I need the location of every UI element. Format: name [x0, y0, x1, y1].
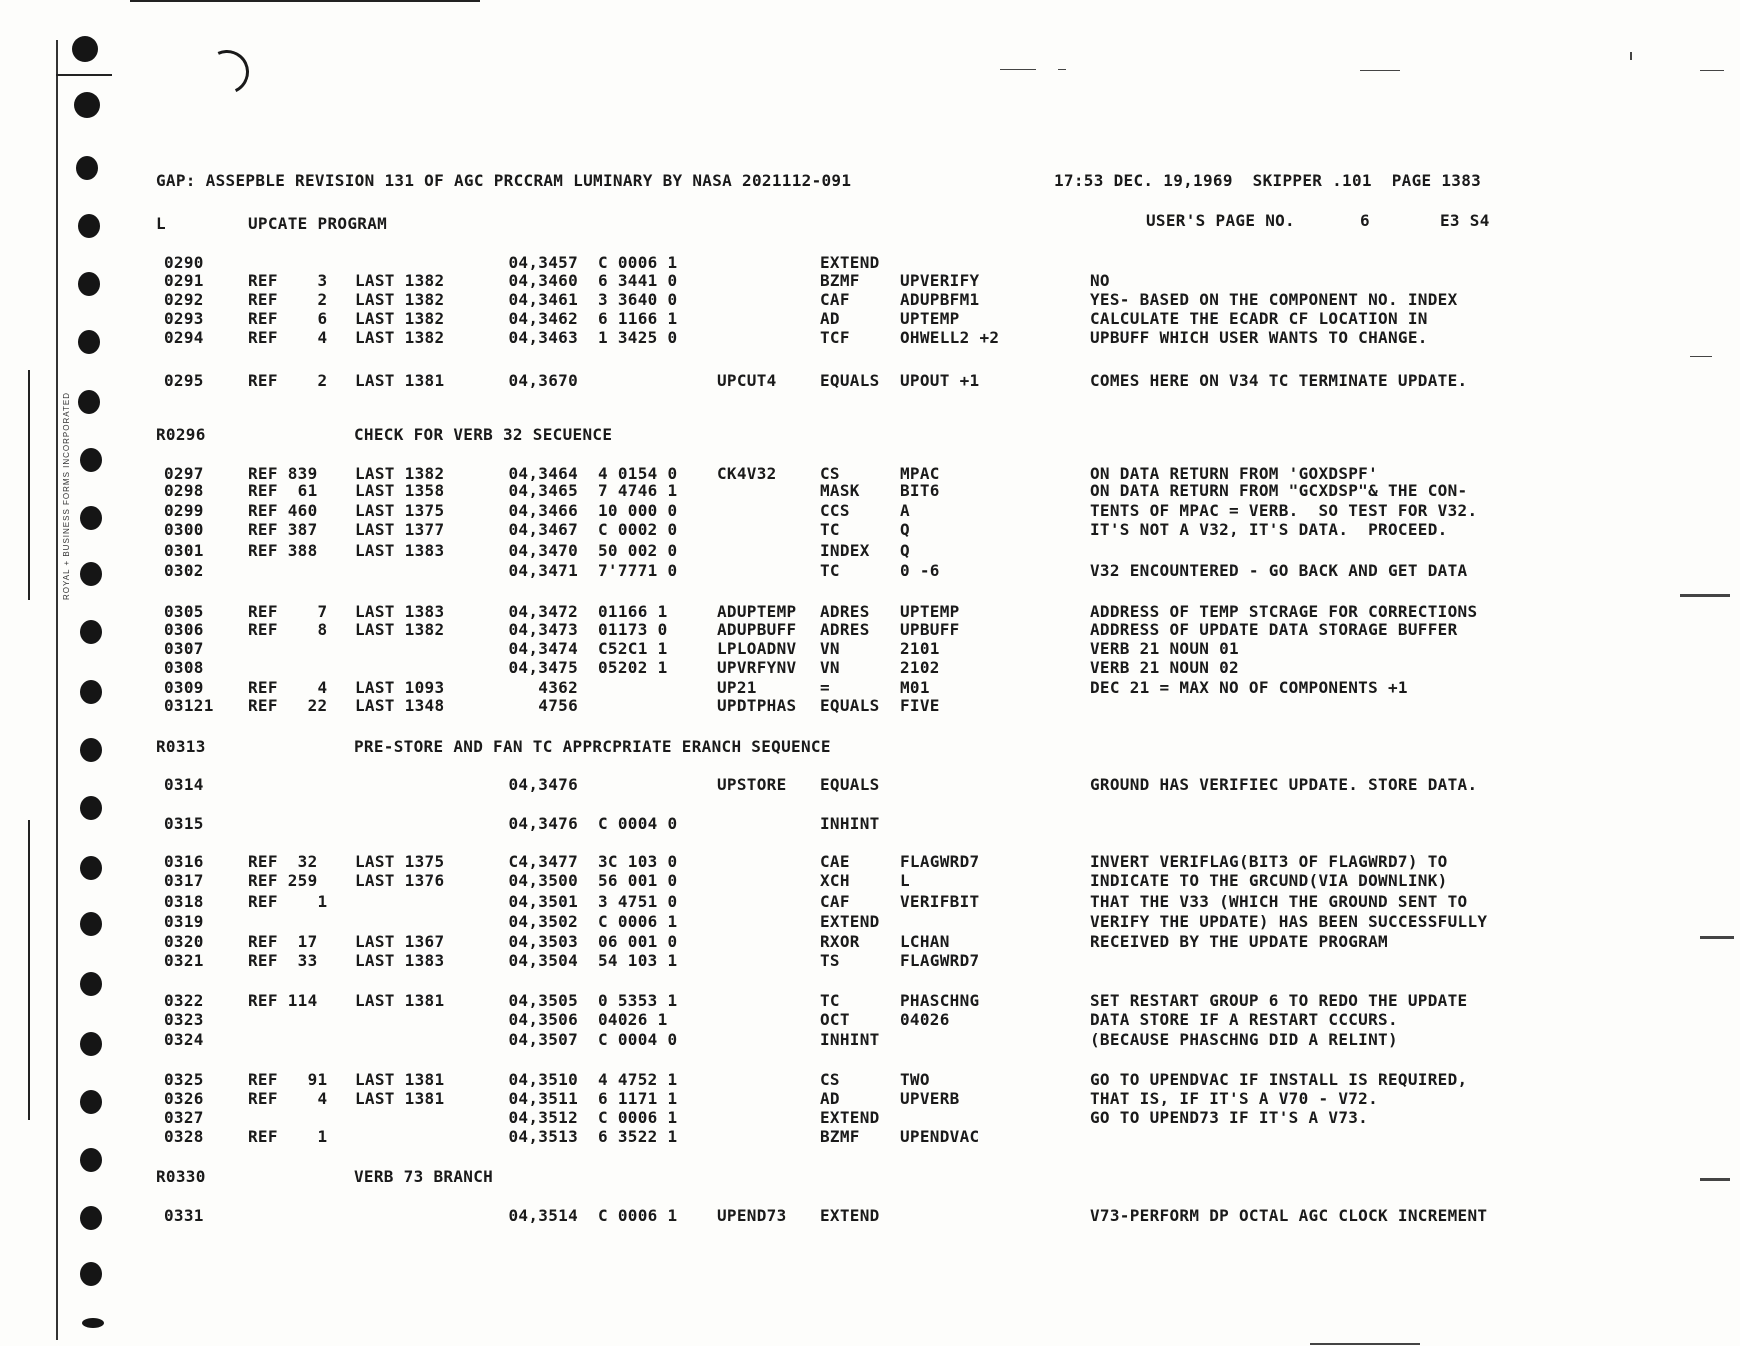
top-left-rule: [130, 0, 480, 2]
last-ref: LAST 1367: [355, 932, 445, 951]
address: 04,3506: [508, 1010, 578, 1029]
line-number: 0307: [164, 639, 204, 658]
section-heading: PRE-STORE AND FAN TC APPRCPRIATE ERANCH SEQUENCE: [354, 737, 831, 756]
opcode: TCF: [820, 328, 850, 347]
opcode: VN: [820, 639, 840, 658]
opcode: INDEX: [820, 541, 870, 560]
operand: UPVERIFY: [900, 271, 980, 290]
opcode: CS: [820, 1070, 840, 1089]
last-ref: LAST 1383: [355, 541, 445, 560]
opcode: TC: [820, 520, 840, 539]
opcode: TC: [820, 991, 840, 1010]
line-number: 0325: [164, 1070, 204, 1089]
address: 04,3512: [508, 1108, 578, 1127]
operand: M01: [900, 678, 930, 697]
last-ref: LAST 1375: [355, 852, 445, 871]
line-number: 0323: [164, 1010, 204, 1029]
last-ref: LAST 1382: [355, 620, 445, 639]
line-number: 0328: [164, 1127, 204, 1146]
octal-value: 4 4752 1: [598, 1070, 678, 1089]
line-number: 0321: [164, 951, 204, 970]
last-ref: LAST 1381: [355, 991, 445, 1010]
comment: THAT THE V33 (WHICH THE GROUND SENT TO: [1090, 892, 1468, 911]
form-vendor-text: ROYAL + BUSINESS FORMS INCORPORATED: [62, 392, 71, 600]
line-number: 0318: [164, 892, 204, 911]
line-number: 0293: [164, 309, 204, 328]
ref-count: REF 388: [248, 541, 318, 560]
symbol-label: UPCUT4: [717, 371, 777, 390]
last-ref: LAST 1376: [355, 871, 445, 890]
punch-hole: [78, 214, 100, 238]
comment: V32 ENCOUNTERED - GO BACK AND GET DATA: [1090, 561, 1468, 580]
comment: THAT IS, IF IT'S A V70 - V72.: [1090, 1089, 1379, 1108]
opcode: CS: [820, 464, 840, 483]
line-number: 0320: [164, 932, 204, 951]
punch-hole: [80, 620, 102, 644]
ref-count: REF 4: [248, 1089, 328, 1108]
last-ref: LAST 1358: [355, 481, 445, 500]
comment: INDICATE TO THE GRCUND(VIA DOWNLINK): [1090, 871, 1448, 890]
address: 04,3473: [508, 620, 578, 639]
last-ref: LAST 1375: [355, 501, 445, 520]
section-line-number: R0296: [156, 425, 206, 444]
comment: NO: [1090, 271, 1110, 290]
operand: UPVERB: [900, 1089, 960, 1108]
operand: FLAGWRD7: [900, 852, 980, 871]
page-header-right: 17:53 DEC. 19,1969 SKIPPER .101 PAGE 1383: [1054, 171, 1482, 190]
comment: TENTS OF MPAC = VERB. SO TEST FOR V32.: [1090, 501, 1478, 520]
octal-value: 7'7771 0: [598, 561, 678, 580]
opcode: BZMF: [820, 1127, 860, 1146]
octal-value: 05202 1: [598, 658, 668, 677]
ref-count: REF 4: [248, 328, 328, 347]
ref-count: REF 32: [248, 852, 318, 871]
symbol-label: LPLOADNV: [717, 639, 797, 658]
log-code: L: [156, 214, 166, 233]
comment: COMES HERE ON V34 TC TERMINATE UPDATE.: [1090, 371, 1468, 390]
opcode: INHINT: [820, 814, 880, 833]
opcode: TS: [820, 951, 840, 970]
punch-hole: [80, 1090, 102, 1114]
comment: ADDRESS OF TEMP STCRAGE FOR CORRECTIONS: [1090, 602, 1478, 621]
octal-value: 10 000 0: [598, 501, 678, 520]
opcode: ADRES: [820, 620, 870, 639]
line-number: 0309: [164, 678, 204, 697]
opcode: MASK: [820, 481, 860, 500]
line-number: 0317: [164, 871, 204, 890]
address: 04,3501: [508, 892, 578, 911]
comment: IT'S NOT A V32, IT'S DATA. PROCEED.: [1090, 520, 1448, 539]
last-ref: LAST 1377: [355, 520, 445, 539]
operand: 0 -6: [900, 561, 940, 580]
symbol-label: UPDTPHAS: [717, 696, 797, 715]
opcode: AD: [820, 1089, 840, 1108]
stray-mark: [1690, 356, 1712, 357]
comment: GROUND HAS VERIFIEC UPDATE. STORE DATA.: [1090, 775, 1478, 794]
stray-mark: [1630, 52, 1632, 60]
address: 04,3474: [508, 639, 578, 658]
stray-mark: [1310, 1343, 1420, 1345]
section-heading: VERB 73 BRANCH: [354, 1167, 494, 1186]
octal-value: 56 001 0: [598, 871, 678, 890]
stray-mark: [1058, 69, 1066, 70]
operand: TWO: [900, 1070, 930, 1089]
octal-value: 50 002 0: [598, 541, 678, 560]
octal-value: C 0006 1: [598, 912, 678, 931]
line-number: 0324: [164, 1030, 204, 1049]
last-ref: LAST 1382: [355, 309, 445, 328]
line-number: 0305: [164, 602, 204, 621]
ref-count: REF 22: [248, 696, 328, 715]
address: 04,3460: [508, 271, 578, 290]
last-ref: LAST 1383: [355, 951, 445, 970]
line-number: 0314: [164, 775, 204, 794]
user-page-number: 6: [1360, 211, 1370, 230]
comment: GO TO UPENDVAC IF INSTALL IS REQUIRED,: [1090, 1070, 1468, 1089]
address: 04,3467: [508, 520, 578, 539]
comment: INVERT VERIFLAG(BIT3 OF FLAGWRD7) TO: [1090, 852, 1448, 871]
punch-hole: [80, 562, 102, 586]
operand: PHASCHNG: [900, 991, 980, 1010]
line-number: 0295: [164, 371, 204, 390]
address: 04,3513: [508, 1127, 578, 1146]
operand: OHWELL2 +2: [900, 328, 1000, 347]
address: 04,3471: [508, 561, 578, 580]
ring-mark: [199, 44, 255, 100]
binder-margin-line: [56, 40, 58, 1340]
stray-mark: [1700, 1178, 1730, 1181]
comment: DATA STORE IF A RESTART CCCURS.: [1090, 1010, 1398, 1029]
operand: LCHAN: [900, 932, 950, 951]
ref-count: REF 4: [248, 678, 328, 697]
last-ref: LAST 1382: [355, 328, 445, 347]
punch-hole: [78, 390, 100, 414]
punch-hole: [78, 272, 100, 296]
ref-count: REF 259: [248, 871, 318, 890]
opcode: CCS: [820, 501, 850, 520]
symbol-label: ADUPBUFF: [717, 620, 797, 639]
opcode: EXTEND: [820, 1108, 880, 1127]
comment: (BECAUSE PHASCHNG DID A RELINT): [1090, 1030, 1398, 1049]
comment: YES- BASED ON THE COMPONENT NO. INDEX: [1090, 290, 1458, 309]
symbol-label: UPVRFYNV: [717, 658, 797, 677]
line-number: 0294: [164, 328, 204, 347]
operand: UPOUT +1: [900, 371, 980, 390]
ref-count: REF 17: [248, 932, 318, 951]
last-ref: LAST 1348: [355, 696, 445, 715]
section-line-number: R0313: [156, 737, 206, 756]
punch-hole: [72, 36, 98, 62]
operand: MPAC: [900, 464, 940, 483]
last-ref: LAST 1382: [355, 271, 445, 290]
opcode: AD: [820, 309, 840, 328]
address: 4362: [538, 678, 578, 697]
line-number: 0300: [164, 520, 204, 539]
symbol-label: UPSTORE: [717, 775, 787, 794]
punch-hole: [80, 912, 102, 936]
address: 04,3511: [508, 1089, 578, 1108]
octal-value: C 0006 1: [598, 1108, 678, 1127]
program-title: UPCATE PROGRAM: [248, 214, 388, 233]
comment: GO TO UPEND73 IF IT'S A V73.: [1090, 1108, 1369, 1127]
address: 04,3464: [508, 464, 578, 483]
ref-count: REF 2: [248, 290, 328, 309]
ref-count: REF 839: [248, 464, 318, 483]
last-ref: LAST 1093: [355, 678, 445, 697]
octal-value: C 0004 0: [598, 1030, 678, 1049]
line-number: 0290: [164, 253, 204, 272]
octal-value: C 0004 0: [598, 814, 678, 833]
operand: UPTEMP: [900, 309, 960, 328]
line-number: 0319: [164, 912, 204, 931]
octal-value: 04026 1: [598, 1010, 668, 1029]
ref-count: REF 33: [248, 951, 318, 970]
line-number: 0308: [164, 658, 204, 677]
punch-hole: [80, 796, 102, 820]
line-number: 0299: [164, 501, 204, 520]
stray-mark: [1680, 594, 1730, 597]
line-number: 0315: [164, 814, 204, 833]
comment: ON DATA RETURN FROM "GCXDSP"& THE CON-: [1090, 481, 1468, 500]
address: C4,3477: [508, 852, 578, 871]
octal-value: 06 001 0: [598, 932, 678, 951]
operand: 04026: [900, 1010, 950, 1029]
operand: FIVE: [900, 696, 940, 715]
ref-count: REF 6: [248, 309, 328, 328]
octal-value: 01173 0: [598, 620, 668, 639]
opcode: EXTEND: [820, 1206, 880, 1225]
ref-count: REF 387: [248, 520, 318, 539]
opcode: EQUALS: [820, 371, 880, 390]
last-ref: LAST 1382: [355, 290, 445, 309]
ref-count: REF 460: [248, 501, 318, 520]
octal-value: 6 1166 1: [598, 309, 678, 328]
section-heading: CHECK FOR VERB 32 SECUENCE: [354, 425, 613, 444]
punch-hole: [80, 1206, 102, 1230]
opcode: =: [820, 678, 830, 697]
ref-count: REF 1: [248, 892, 328, 911]
ref-count: REF 91: [248, 1070, 328, 1089]
address: 04,3466: [508, 501, 578, 520]
line-number: 0302: [164, 561, 204, 580]
address: 04,3502: [508, 912, 578, 931]
opcode: CAF: [820, 892, 850, 911]
punch-hole: [80, 1262, 102, 1286]
section-line-number: R0330: [156, 1167, 206, 1186]
last-ref: LAST 1382: [355, 464, 445, 483]
address: 04,3476: [508, 775, 578, 794]
stray-mark: [1360, 70, 1400, 71]
punch-hole: [76, 156, 98, 180]
operand: FLAGWRD7: [900, 951, 980, 970]
comment: VERB 21 NOUN 02: [1090, 658, 1239, 677]
comment: SET RESTART GROUP 6 TO REDO THE UPDATE: [1090, 991, 1468, 1010]
octal-value: 3 4751 0: [598, 892, 678, 911]
address: 04,3505: [508, 991, 578, 1010]
line-number: 0301: [164, 541, 204, 560]
operand: L: [900, 871, 910, 890]
address: 04,3463: [508, 328, 578, 347]
octal-value: 6 3522 1: [598, 1127, 678, 1146]
comment: VERIFY THE UPDATE) HAS BEEN SUCCESSFULLY: [1090, 912, 1488, 931]
address: 04,3670: [508, 371, 578, 390]
opcode: OCT: [820, 1010, 850, 1029]
address: 04,3510: [508, 1070, 578, 1089]
symbol-label: UP21: [717, 678, 757, 697]
binder-tick: [56, 74, 112, 76]
octal-value: 6 1171 1: [598, 1089, 678, 1108]
address: 04,3472: [508, 602, 578, 621]
octal-value: C 0006 1: [598, 1206, 678, 1225]
comment: ON DATA RETURN FROM 'GOXDSPF': [1090, 464, 1379, 483]
operand: UPTEMP: [900, 602, 960, 621]
opcode: CAE: [820, 852, 850, 871]
last-ref: LAST 1381: [355, 1070, 445, 1089]
opcode: EXTEND: [820, 253, 880, 272]
octal-value: C52C1 1: [598, 639, 668, 658]
address: 4756: [538, 696, 578, 715]
ref-count: REF 114: [248, 991, 318, 1010]
ref-count: REF 1: [248, 1127, 328, 1146]
comment: VERB 21 NOUN 01: [1090, 639, 1239, 658]
line-number: 0322: [164, 991, 204, 1010]
operand: VERIFBIT: [900, 892, 980, 911]
comment: V73-PERFORM DP OCTAL AGC CLOCK INCREMENT: [1090, 1206, 1488, 1225]
opcode: BZMF: [820, 271, 860, 290]
symbol-label: CK4V32: [717, 464, 777, 483]
opcode: TC: [820, 561, 840, 580]
punch-hole: [80, 856, 102, 880]
octal-value: 6 3441 0: [598, 271, 678, 290]
address: 04,3457: [508, 253, 578, 272]
line-number: 0316: [164, 852, 204, 871]
operand: Q: [900, 520, 910, 539]
comment: DEC 21 = MAX NO OF COMPONENTS +1: [1090, 678, 1408, 697]
symbol-label: UPEND73: [717, 1206, 787, 1225]
octal-value: 54 103 1: [598, 951, 678, 970]
section-code: E3 S4: [1440, 211, 1490, 230]
line-number: 0306: [164, 620, 204, 639]
operand: ADUPBFM1: [900, 290, 980, 309]
line-number: 0326: [164, 1089, 204, 1108]
user-page-label: USER'S PAGE NO.: [1146, 211, 1295, 230]
octal-value: C 0002 0: [598, 520, 678, 539]
operand: 2102: [900, 658, 940, 677]
operand: 2101: [900, 639, 940, 658]
address: 04,3504: [508, 951, 578, 970]
octal-value: 7 4746 1: [598, 481, 678, 500]
octal-value: 01166 1: [598, 602, 668, 621]
punch-hole: [80, 1032, 102, 1056]
opcode: XCH: [820, 871, 850, 890]
line-number: 0298: [164, 481, 204, 500]
punch-hole: [80, 972, 102, 996]
opcode: ADRES: [820, 602, 870, 621]
stray-mark: [1700, 936, 1734, 939]
line-number: 0331: [164, 1206, 204, 1225]
ref-count: REF 2: [248, 371, 328, 390]
comment: UPBUFF WHICH USER WANTS TO CHANGE.: [1090, 328, 1428, 347]
opcode: INHINT: [820, 1030, 880, 1049]
address: 04,3507: [508, 1030, 578, 1049]
opcode: EXTEND: [820, 912, 880, 931]
line-number: 03121: [164, 696, 214, 715]
address: 04,3461: [508, 290, 578, 309]
operand: BIT6: [900, 481, 940, 500]
binder-margin-line-2: [28, 370, 30, 600]
address: 04,3500: [508, 871, 578, 890]
opcode: EQUALS: [820, 775, 880, 794]
address: 04,3503: [508, 932, 578, 951]
punch-hole: [82, 1318, 104, 1328]
address: 04,3475: [508, 658, 578, 677]
address: 04,3470: [508, 541, 578, 560]
last-ref: LAST 1381: [355, 371, 445, 390]
line-number: 0297: [164, 464, 204, 483]
octal-value: C 0006 1: [598, 253, 678, 272]
octal-value: 3 3640 0: [598, 290, 678, 309]
address: 04,3476: [508, 814, 578, 833]
punch-hole: [80, 506, 102, 530]
last-ref: LAST 1383: [355, 602, 445, 621]
punch-hole: [78, 330, 100, 354]
octal-value: 4 0154 0: [598, 464, 678, 483]
stray-mark: [1000, 69, 1036, 70]
ref-count: REF 7: [248, 602, 328, 621]
ref-count: REF 61: [248, 481, 318, 500]
operand: UPENDVAC: [900, 1127, 980, 1146]
opcode: VN: [820, 658, 840, 677]
punch-hole: [80, 680, 102, 704]
address: 04,3462: [508, 309, 578, 328]
last-ref: LAST 1381: [355, 1089, 445, 1108]
ref-count: REF 3: [248, 271, 328, 290]
symbol-label: ADUPTEMP: [717, 602, 797, 621]
page-header-left: GAP: ASSEPBLE REVISION 131 OF AGC PRCCRAM LUMINARY BY NASA 2021112-091: [156, 171, 852, 190]
punch-hole: [80, 1148, 102, 1172]
operand: Q: [900, 541, 910, 560]
line-number: 0292: [164, 290, 204, 309]
punch-hole: [80, 448, 102, 472]
address: 04,3465: [508, 481, 578, 500]
ref-count: REF 8: [248, 620, 328, 639]
opcode: EQUALS: [820, 696, 880, 715]
punch-hole: [80, 738, 102, 762]
opcode: RXOR: [820, 932, 860, 951]
line-number: 0327: [164, 1108, 204, 1127]
line-number: 0291: [164, 271, 204, 290]
address: 04,3514: [508, 1206, 578, 1225]
octal-value: 1 3425 0: [598, 328, 678, 347]
punch-hole: [74, 92, 100, 118]
comment: ADDRESS OF UPDATE DATA STORAGE BUFFER: [1090, 620, 1458, 639]
octal-value: 0 5353 1: [598, 991, 678, 1010]
comment: RECEIVED BY THE UPDATE PROGRAM: [1090, 932, 1388, 951]
binder-margin-line-3: [28, 820, 30, 1120]
comment: CALCULATE THE ECADR CF LOCATION IN: [1090, 309, 1428, 328]
operand: UPBUFF: [900, 620, 960, 639]
octal-value: 3C 103 0: [598, 852, 678, 871]
opcode: CAF: [820, 290, 850, 309]
stray-mark: [1700, 70, 1724, 71]
operand: A: [900, 501, 910, 520]
